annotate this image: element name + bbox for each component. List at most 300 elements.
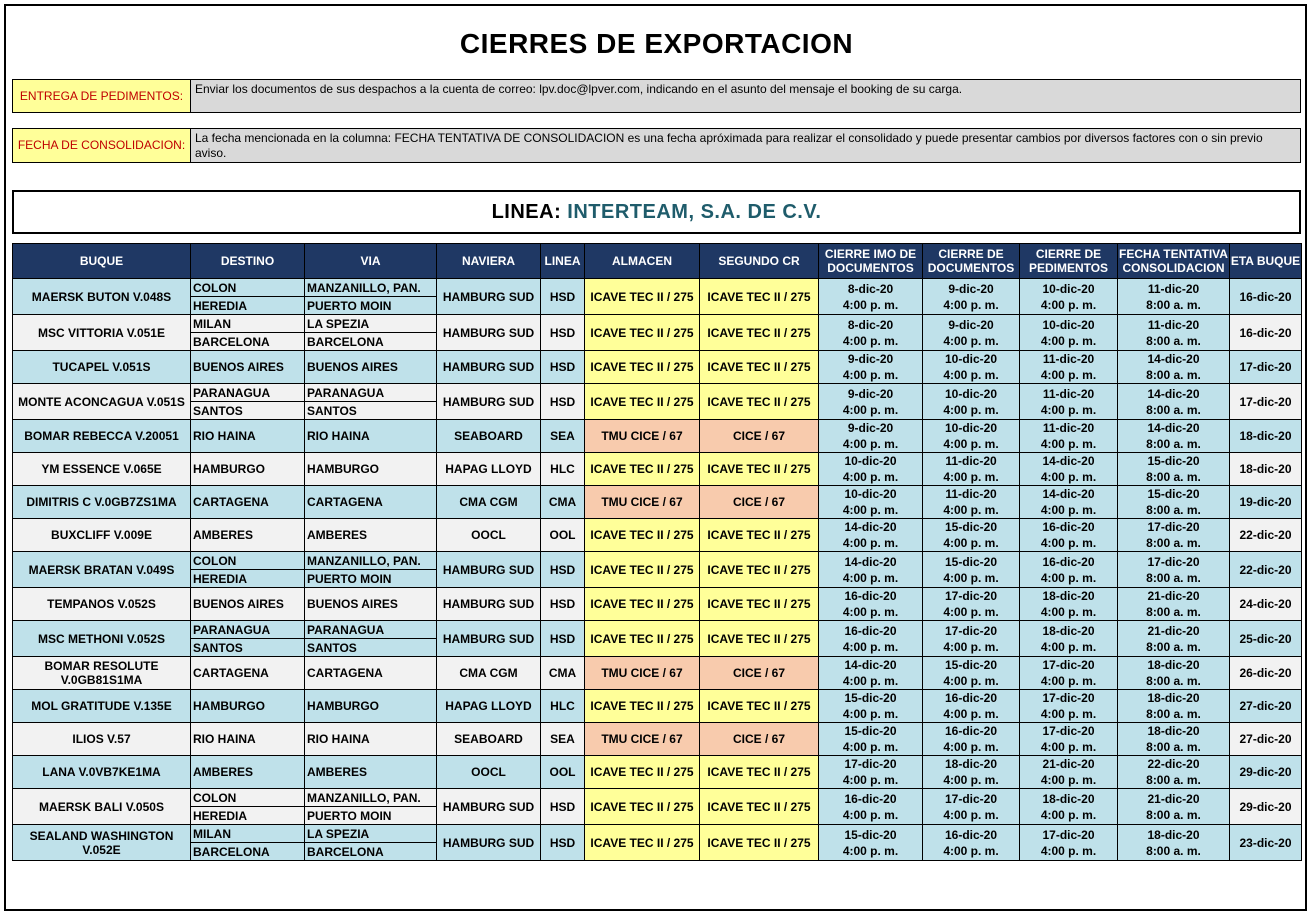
linea-value: INTERTEAM, S.A. DE C.V.	[567, 201, 822, 223]
destination-cell: SANTOS	[191, 402, 305, 420]
vessel-cell: MAERSK BALI V.050S	[13, 789, 191, 825]
carrier-cell: OOCL	[437, 519, 541, 552]
vessel-cell: BUXCLIFF V.009E	[13, 519, 191, 552]
imo-doc-cutoff-line: 4:00 p. m.	[842, 470, 899, 484]
consolidation-date-line: 8:00 a. m.	[1146, 470, 1201, 484]
notice-consolidacion-text: La fecha mencionada en la columna: FECHA TENTATIVA DE CONSOLIDACION es una fecha apróximada para realizar el consolidado y puede presentar cambios por diversos factores con o sin previo aviso.	[191, 129, 1300, 162]
imo-doc-cutoff-line: 8-dic-20	[847, 281, 894, 296]
vessel-cell: TEMPANOS V.052S	[13, 588, 191, 621]
consolidation-date-line: 8:00 a. m.	[1146, 402, 1201, 417]
vessel-cell: LANA V.0VB7KE1MA	[13, 756, 191, 789]
imo-doc-cutoff-line: 15-dic-20	[844, 827, 897, 842]
doc-cutoff	[923, 657, 1020, 690]
header-row	[13, 244, 1302, 279]
destination-cell: PARANAGUA	[191, 384, 305, 402]
consolidation-date-line: 8:00 a. m.	[1146, 437, 1201, 451]
consolidation-date-line: 8:00 a. m.	[1146, 773, 1201, 787]
pedimento-cutoff-line: 11-dic-20	[1042, 386, 1095, 401]
imo-doc-cutoff	[819, 588, 923, 621]
warehouse-cell: TMU CICE / 67	[585, 486, 700, 519]
line-code-cell: OOL	[541, 756, 585, 789]
imo-doc-cutoff-line: 14-dic-20	[844, 520, 897, 534]
column-header: CIERRE DE PEDIMENTOS	[1020, 244, 1118, 279]
table-row	[13, 315, 1302, 333]
imo-doc-cutoff-line: 10-dic-20	[844, 487, 897, 501]
consolidation-date-line: 8:00 a. m.	[1146, 570, 1201, 585]
pedimento-cutoff-line: 17-dic-20	[1042, 658, 1095, 672]
column-header: DESTINO	[191, 244, 305, 279]
pedimento-cutoff-line: 16-dic-20	[1042, 520, 1095, 534]
eta-cell: 25-dic-20	[1230, 621, 1302, 657]
imo-doc-cutoff-line: 4:00 p. m.	[842, 297, 899, 312]
carrier-cell: HAMBURG SUD	[437, 588, 541, 621]
pedimento-cutoff	[1020, 453, 1118, 486]
pedimento-cutoff	[1020, 756, 1118, 789]
doc-cutoff	[923, 621, 1020, 657]
table-row	[13, 279, 1302, 297]
doc-cutoff	[923, 723, 1020, 756]
pedimento-cutoff	[1020, 657, 1118, 690]
pedimento-cutoff	[1020, 315, 1118, 351]
via-cell: RIO HAINA	[305, 420, 437, 453]
pedimento-cutoff-line: 4:00 p. m.	[1040, 437, 1097, 451]
eta-cell: 16-dic-20	[1230, 279, 1302, 315]
imo-doc-cutoff-line: 4:00 p. m.	[842, 773, 899, 787]
imo-doc-cutoff-line: 4:00 p. m.	[842, 674, 899, 688]
line-code-cell: HSD	[541, 384, 585, 420]
destination-cell: COLON	[191, 279, 305, 297]
via-cell: BUENOS AIRES	[305, 588, 437, 621]
vessel-cell: MSC VITTORIA V.051E	[13, 315, 191, 351]
via-cell: LA SPEZIA	[305, 825, 437, 843]
consolidation-date-line: 8:00 a. m.	[1146, 740, 1201, 754]
vessel-cell: MONTE ACONCAGUA V.051S	[13, 384, 191, 420]
warehouse-cell: ICAVE TEC II / 275	[585, 279, 700, 315]
imo-doc-cutoff-line: 4:00 p. m.	[842, 843, 899, 858]
doc-cutoff-line: 4:00 p. m.	[943, 843, 999, 858]
destination-cell: HAMBURGO	[191, 453, 305, 486]
vessel-cell: MAERSK BRATAN V.049S	[13, 552, 191, 588]
destination-cell: AMBERES	[191, 756, 305, 789]
second-cr-cell: ICAVE TEC II / 275	[700, 453, 819, 486]
carrier-cell: HAMBURG SUD	[437, 315, 541, 351]
warehouse-cell: ICAVE TEC II / 275	[585, 453, 700, 486]
linea-banner	[12, 190, 1301, 234]
column-header: VIA	[305, 244, 437, 279]
imo-doc-cutoff	[819, 825, 923, 861]
warehouse-cell: ICAVE TEC II / 275	[585, 315, 700, 351]
via-cell: SANTOS	[305, 639, 437, 657]
doc-cutoff-line: 9-dic-20	[948, 317, 994, 332]
vessel-cell: MSC METHONI V.052S	[13, 621, 191, 657]
imo-doc-cutoff-line: 4:00 p. m.	[842, 368, 899, 382]
carrier-cell: HAMBURG SUD	[437, 825, 541, 861]
pedimento-cutoff-line: 17-dic-20	[1042, 691, 1095, 705]
imo-doc-cutoff	[819, 486, 923, 519]
eta-cell: 17-dic-20	[1230, 351, 1302, 384]
imo-doc-cutoff-line: 16-dic-20	[844, 623, 897, 638]
doc-cutoff-line: 16-dic-20	[944, 827, 998, 842]
line-code-cell: HSD	[541, 279, 585, 315]
pedimento-cutoff	[1020, 351, 1118, 384]
pedimento-cutoff-line: 4:00 p. m.	[1040, 707, 1097, 721]
destination-cell: AMBERES	[191, 519, 305, 552]
warehouse-cell: ICAVE TEC II / 275	[585, 384, 700, 420]
second-cr-cell: ICAVE TEC II / 275	[700, 756, 819, 789]
destination-cell: RIO HAINA	[191, 420, 305, 453]
destination-cell: HAMBURGO	[191, 690, 305, 723]
destination-cell: BUENOS AIRES	[191, 588, 305, 621]
consolidation-date-line: 8:00 a. m.	[1146, 674, 1201, 688]
pedimento-cutoff-line: 4:00 p. m.	[1040, 536, 1097, 550]
column-header: BUQUE	[13, 244, 191, 279]
second-cr-cell: CICE / 67	[700, 723, 819, 756]
consolidation-date	[1118, 825, 1230, 861]
doc-cutoff-line: 10-dic-20	[944, 352, 998, 366]
second-cr-cell: ICAVE TEC II / 275	[700, 351, 819, 384]
consolidation-date	[1118, 723, 1230, 756]
consolidation-date-line: 8:00 a. m.	[1146, 605, 1201, 619]
second-cr-cell: ICAVE TEC II / 275	[700, 279, 819, 315]
pedimento-cutoff-line: 18-dic-20	[1042, 623, 1095, 638]
doc-cutoff	[923, 315, 1020, 351]
imo-doc-cutoff	[819, 789, 923, 825]
vessel-cell: SEALAND WASHINGTON V.052E	[13, 825, 191, 861]
imo-doc-cutoff-line: 14-dic-20	[844, 554, 897, 569]
destination-cell: COLON	[191, 552, 305, 570]
imo-doc-cutoff-line: 4:00 p. m.	[842, 605, 899, 619]
imo-doc-cutoff	[819, 657, 923, 690]
consolidation-date-line: 18-dic-20	[1147, 691, 1200, 705]
consolidation-date-line: 8:00 a. m.	[1146, 368, 1201, 382]
destination-cell: HEREDIA	[191, 297, 305, 315]
table-row	[13, 552, 1302, 570]
eta-cell: 26-dic-20	[1230, 657, 1302, 690]
pedimento-cutoff-line: 10-dic-20	[1042, 317, 1095, 332]
eta-cell: 22-dic-20	[1230, 519, 1302, 552]
pedimento-cutoff	[1020, 279, 1118, 315]
pedimento-cutoff-line: 4:00 p. m.	[1040, 368, 1097, 382]
pedimento-cutoff-line: 16-dic-20	[1042, 554, 1095, 569]
consolidation-date-line: 21-dic-20	[1147, 589, 1200, 603]
warehouse-cell: ICAVE TEC II / 275	[585, 690, 700, 723]
second-cr-cell: ICAVE TEC II / 275	[700, 621, 819, 657]
consolidation-date-line: 8:00 a. m.	[1146, 843, 1201, 858]
notice-consolidacion	[12, 128, 1301, 163]
imo-doc-cutoff	[819, 552, 923, 588]
doc-cutoff-line: 11-dic-20	[945, 454, 997, 468]
line-code-cell: HSD	[541, 825, 585, 861]
pedimento-cutoff-line: 4:00 p. m.	[1040, 674, 1097, 688]
notice-consolidacion-label: FECHA DE CONSOLIDACION:	[13, 129, 191, 162]
imo-doc-cutoff-line: 15-dic-20	[844, 724, 897, 738]
doc-cutoff-line: 15-dic-20	[944, 520, 998, 534]
doc-cutoff	[923, 690, 1020, 723]
via-cell: PUERTO MOIN	[305, 570, 437, 588]
pedimento-cutoff-line: 14-dic-20	[1042, 487, 1095, 501]
carrier-cell: HAPAG LLOYD	[437, 690, 541, 723]
warehouse-cell: ICAVE TEC II / 275	[585, 588, 700, 621]
pedimento-cutoff	[1020, 519, 1118, 552]
consolidation-date	[1118, 519, 1230, 552]
pedimento-cutoff	[1020, 723, 1118, 756]
doc-cutoff-line: 4:00 p. m.	[943, 570, 999, 585]
destination-cell: MILAN	[191, 825, 305, 843]
carrier-cell: OOCL	[437, 756, 541, 789]
table-row	[13, 384, 1302, 402]
second-cr-cell: ICAVE TEC II / 275	[700, 789, 819, 825]
via-cell: AMBERES	[305, 756, 437, 789]
warehouse-cell: TMU CICE / 67	[585, 420, 700, 453]
consolidation-date	[1118, 657, 1230, 690]
pedimento-cutoff-line: 11-dic-20	[1042, 352, 1095, 366]
doc-cutoff	[923, 552, 1020, 588]
consolidation-date-line: 15-dic-20	[1147, 454, 1200, 468]
via-cell: CARTAGENA	[305, 486, 437, 519]
doc-cutoff	[923, 279, 1020, 315]
via-cell: SANTOS	[305, 402, 437, 420]
destination-cell: RIO HAINA	[191, 723, 305, 756]
warehouse-cell: ICAVE TEC II / 275	[585, 789, 700, 825]
consolidation-date-line: 21-dic-20	[1147, 623, 1200, 638]
warehouse-cell: ICAVE TEC II / 275	[585, 351, 700, 384]
second-cr-cell: ICAVE TEC II / 275	[700, 519, 819, 552]
consolidation-date	[1118, 552, 1230, 588]
doc-cutoff	[923, 756, 1020, 789]
second-cr-cell: CICE / 67	[700, 657, 819, 690]
consolidation-date-line: 18-dic-20	[1147, 827, 1200, 842]
line-code-cell: HSD	[541, 621, 585, 657]
via-cell: HAMBURGO	[305, 690, 437, 723]
imo-doc-cutoff-line: 14-dic-20	[844, 658, 897, 672]
imo-doc-cutoff	[819, 453, 923, 486]
doc-cutoff-line: 9-dic-20	[948, 281, 994, 296]
carrier-cell: HAMBURG SUD	[437, 552, 541, 588]
warehouse-cell: ICAVE TEC II / 275	[585, 552, 700, 588]
vessel-cell: MOL GRATITUDE V.135E	[13, 690, 191, 723]
imo-doc-cutoff	[819, 384, 923, 420]
vessel-cell: YM ESSENCE V.065E	[13, 453, 191, 486]
second-cr-cell: ICAVE TEC II / 275	[700, 825, 819, 861]
via-cell: PARANAGUA	[305, 621, 437, 639]
pedimento-cutoff-line: 17-dic-20	[1042, 724, 1095, 738]
column-header: ALMACEN	[585, 244, 700, 279]
consolidation-date	[1118, 315, 1230, 351]
pedimento-cutoff	[1020, 825, 1118, 861]
consolidation-date-line: 14-dic-20	[1147, 421, 1200, 435]
doc-cutoff-line: 10-dic-20	[944, 421, 998, 435]
vessel-cell: DIMITRIS C V.0GB7ZS1MA	[13, 486, 191, 519]
imo-doc-cutoff-line: 4:00 p. m.	[842, 333, 899, 348]
line-code-cell: HLC	[541, 453, 585, 486]
imo-doc-cutoff	[819, 621, 923, 657]
doc-cutoff	[923, 486, 1020, 519]
consolidation-date-line: 18-dic-20	[1147, 658, 1200, 672]
destination-cell: HEREDIA	[191, 570, 305, 588]
pedimento-cutoff-line: 4:00 p. m.	[1040, 807, 1097, 822]
eta-cell: 27-dic-20	[1230, 723, 1302, 756]
pedimento-cutoff	[1020, 690, 1118, 723]
pedimento-cutoff	[1020, 789, 1118, 825]
imo-doc-cutoff-line: 10-dic-20	[844, 454, 897, 468]
doc-cutoff	[923, 825, 1020, 861]
consolidation-date-line: 8:00 a. m.	[1146, 297, 1201, 312]
consolidation-date	[1118, 420, 1230, 453]
pedimento-cutoff-line: 4:00 p. m.	[1040, 297, 1097, 312]
pedimento-cutoff-line: 4:00 p. m.	[1040, 740, 1097, 754]
imo-doc-cutoff	[819, 519, 923, 552]
table-row	[13, 789, 1302, 807]
consolidation-date	[1118, 486, 1230, 519]
table-row	[13, 621, 1302, 639]
imo-doc-cutoff	[819, 690, 923, 723]
doc-cutoff-line: 10-dic-20	[944, 386, 998, 401]
vessel-cell: BOMAR REBECCA V.20051	[13, 420, 191, 453]
doc-cutoff	[923, 789, 1020, 825]
consolidation-date-line: 8:00 a. m.	[1146, 536, 1201, 550]
pedimento-cutoff-line: 10-dic-20	[1042, 281, 1095, 296]
destination-cell: CARTAGENA	[191, 657, 305, 690]
imo-doc-cutoff-line: 4:00 p. m.	[842, 807, 899, 822]
consolidation-date-line: 8:00 a. m.	[1146, 807, 1201, 822]
doc-cutoff-line: 18-dic-20	[944, 757, 998, 771]
warehouse-cell: TMU CICE / 67	[585, 723, 700, 756]
doc-cutoff-line: 4:00 p. m.	[943, 333, 999, 348]
via-cell: MANZANILLO, PAN.	[305, 789, 437, 807]
pedimento-cutoff	[1020, 420, 1118, 453]
carrier-cell: SEABOARD	[437, 723, 541, 756]
consolidation-date-line: 8:00 a. m.	[1146, 333, 1201, 348]
line-code-cell: HSD	[541, 789, 585, 825]
line-code-cell: HSD	[541, 552, 585, 588]
pedimento-cutoff	[1020, 486, 1118, 519]
carrier-cell: CMA CGM	[437, 657, 541, 690]
doc-cutoff-line: 4:00 p. m.	[943, 368, 999, 382]
warehouse-cell: TMU CICE / 67	[585, 657, 700, 690]
imo-doc-cutoff-line: 9-dic-20	[847, 352, 894, 366]
via-cell: BARCELONA	[305, 333, 437, 351]
doc-cutoff-line: 4:00 p. m.	[943, 402, 999, 417]
consolidation-date-line: 22-dic-20	[1147, 757, 1200, 771]
imo-doc-cutoff-line: 4:00 p. m.	[842, 503, 899, 517]
line-code-cell: HSD	[541, 315, 585, 351]
destination-cell: SANTOS	[191, 639, 305, 657]
pedimento-cutoff-line: 14-dic-20	[1042, 454, 1095, 468]
vessel-cell: BOMAR RESOLUTE V.0GB81S1MA	[13, 657, 191, 690]
eta-cell: 27-dic-20	[1230, 690, 1302, 723]
doc-cutoff-line: 17-dic-20	[944, 589, 998, 603]
doc-cutoff-line: 15-dic-20	[944, 554, 998, 569]
eta-cell: 24-dic-20	[1230, 588, 1302, 621]
via-cell: CARTAGENA	[305, 657, 437, 690]
doc-cutoff-line: 16-dic-20	[944, 691, 998, 705]
line-code-cell: SEA	[541, 723, 585, 756]
pedimento-cutoff	[1020, 621, 1118, 657]
second-cr-cell: CICE / 67	[700, 486, 819, 519]
eta-cell: 16-dic-20	[1230, 315, 1302, 351]
pedimento-cutoff-line: 17-dic-20	[1042, 827, 1095, 842]
second-cr-cell: ICAVE TEC II / 275	[700, 384, 819, 420]
notice-entrega	[12, 79, 1301, 113]
destination-cell: MILAN	[191, 315, 305, 333]
linea-label: LINEA:	[491, 201, 562, 223]
pedimento-cutoff-line: 21-dic-20	[1042, 757, 1095, 771]
imo-doc-cutoff-line: 4:00 p. m.	[842, 536, 899, 550]
imo-doc-cutoff-line: 4:00 p. m.	[842, 639, 899, 654]
page-title: CIERRES DE EXPORTACION	[459, 28, 854, 59]
second-cr-cell: ICAVE TEC II / 275	[700, 690, 819, 723]
imo-doc-cutoff	[819, 351, 923, 384]
via-cell: RIO HAINA	[305, 723, 437, 756]
vessel-cell: TUCAPEL V.051S	[13, 351, 191, 384]
eta-cell: 19-dic-20	[1230, 486, 1302, 519]
imo-doc-cutoff-line: 4:00 p. m.	[842, 570, 899, 585]
pedimento-cutoff-line: 18-dic-20	[1042, 791, 1095, 806]
consolidation-date	[1118, 351, 1230, 384]
pedimento-cutoff-line: 4:00 p. m.	[1040, 605, 1097, 619]
vessel-cell: MAERSK BUTON V.048S	[13, 279, 191, 315]
consolidation-date	[1118, 789, 1230, 825]
column-header: CIERRE DE DOCUMENTOS	[923, 244, 1020, 279]
second-cr-cell: ICAVE TEC II / 275	[700, 552, 819, 588]
pedimento-cutoff-line: 18-dic-20	[1042, 589, 1095, 603]
eta-cell: 18-dic-20	[1230, 453, 1302, 486]
eta-cell: 29-dic-20	[1230, 789, 1302, 825]
destination-cell: COLON	[191, 789, 305, 807]
imo-doc-cutoff-line: 16-dic-20	[844, 589, 897, 603]
pedimento-cutoff-line: 4:00 p. m.	[1040, 639, 1097, 654]
line-code-cell: OOL	[541, 519, 585, 552]
consolidation-date	[1118, 690, 1230, 723]
imo-doc-cutoff-line: 8-dic-20	[847, 317, 894, 332]
destination-cell: BUENOS AIRES	[191, 351, 305, 384]
doc-cutoff	[923, 420, 1020, 453]
pedimento-cutoff-line: 4:00 p. m.	[1040, 333, 1097, 348]
imo-doc-cutoff	[819, 723, 923, 756]
via-cell: LA SPEZIA	[305, 315, 437, 333]
pedimento-cutoff-line: 4:00 p. m.	[1040, 843, 1097, 858]
doc-cutoff-line: 4:00 p. m.	[943, 740, 999, 754]
notice-entrega-text: Enviar los documentos de sus despachos a la cuenta de correo: lpv.doc@lpver.com, indicando en el asunto del mensaje el booking de su carga.	[191, 80, 1300, 112]
via-cell: BARCELONA	[305, 843, 437, 861]
doc-cutoff	[923, 384, 1020, 420]
via-cell: PUERTO MOIN	[305, 807, 437, 825]
imo-doc-cutoff-line: 16-dic-20	[844, 791, 897, 806]
doc-cutoff-line: 16-dic-20	[944, 724, 998, 738]
doc-cutoff-line: 17-dic-20	[944, 623, 998, 638]
line-code-cell: HSD	[541, 351, 585, 384]
column-header: SEGUNDO CR	[700, 244, 819, 279]
destination-cell: PARANAGUA	[191, 621, 305, 639]
doc-cutoff	[923, 453, 1020, 486]
imo-doc-cutoff-line: 9-dic-20	[847, 386, 894, 401]
imo-doc-cutoff	[819, 315, 923, 351]
warehouse-cell: ICAVE TEC II / 275	[585, 519, 700, 552]
vessel-cell: ILIOS V.57	[13, 723, 191, 756]
imo-doc-cutoff	[819, 756, 923, 789]
consolidation-date-line: 14-dic-20	[1147, 386, 1200, 401]
consolidation-date	[1118, 453, 1230, 486]
imo-doc-cutoff-line: 4:00 p. m.	[842, 740, 899, 754]
doc-cutoff-line: 4:00 p. m.	[943, 707, 999, 721]
table-row	[13, 825, 1302, 843]
carrier-cell: SEABOARD	[437, 420, 541, 453]
doc-cutoff	[923, 588, 1020, 621]
doc-cutoff-line: 15-dic-20	[944, 658, 998, 672]
warehouse-cell: ICAVE TEC II / 275	[585, 756, 700, 789]
doc-cutoff-line: 4:00 p. m.	[943, 297, 999, 312]
second-cr-cell: ICAVE TEC II / 275	[700, 588, 819, 621]
